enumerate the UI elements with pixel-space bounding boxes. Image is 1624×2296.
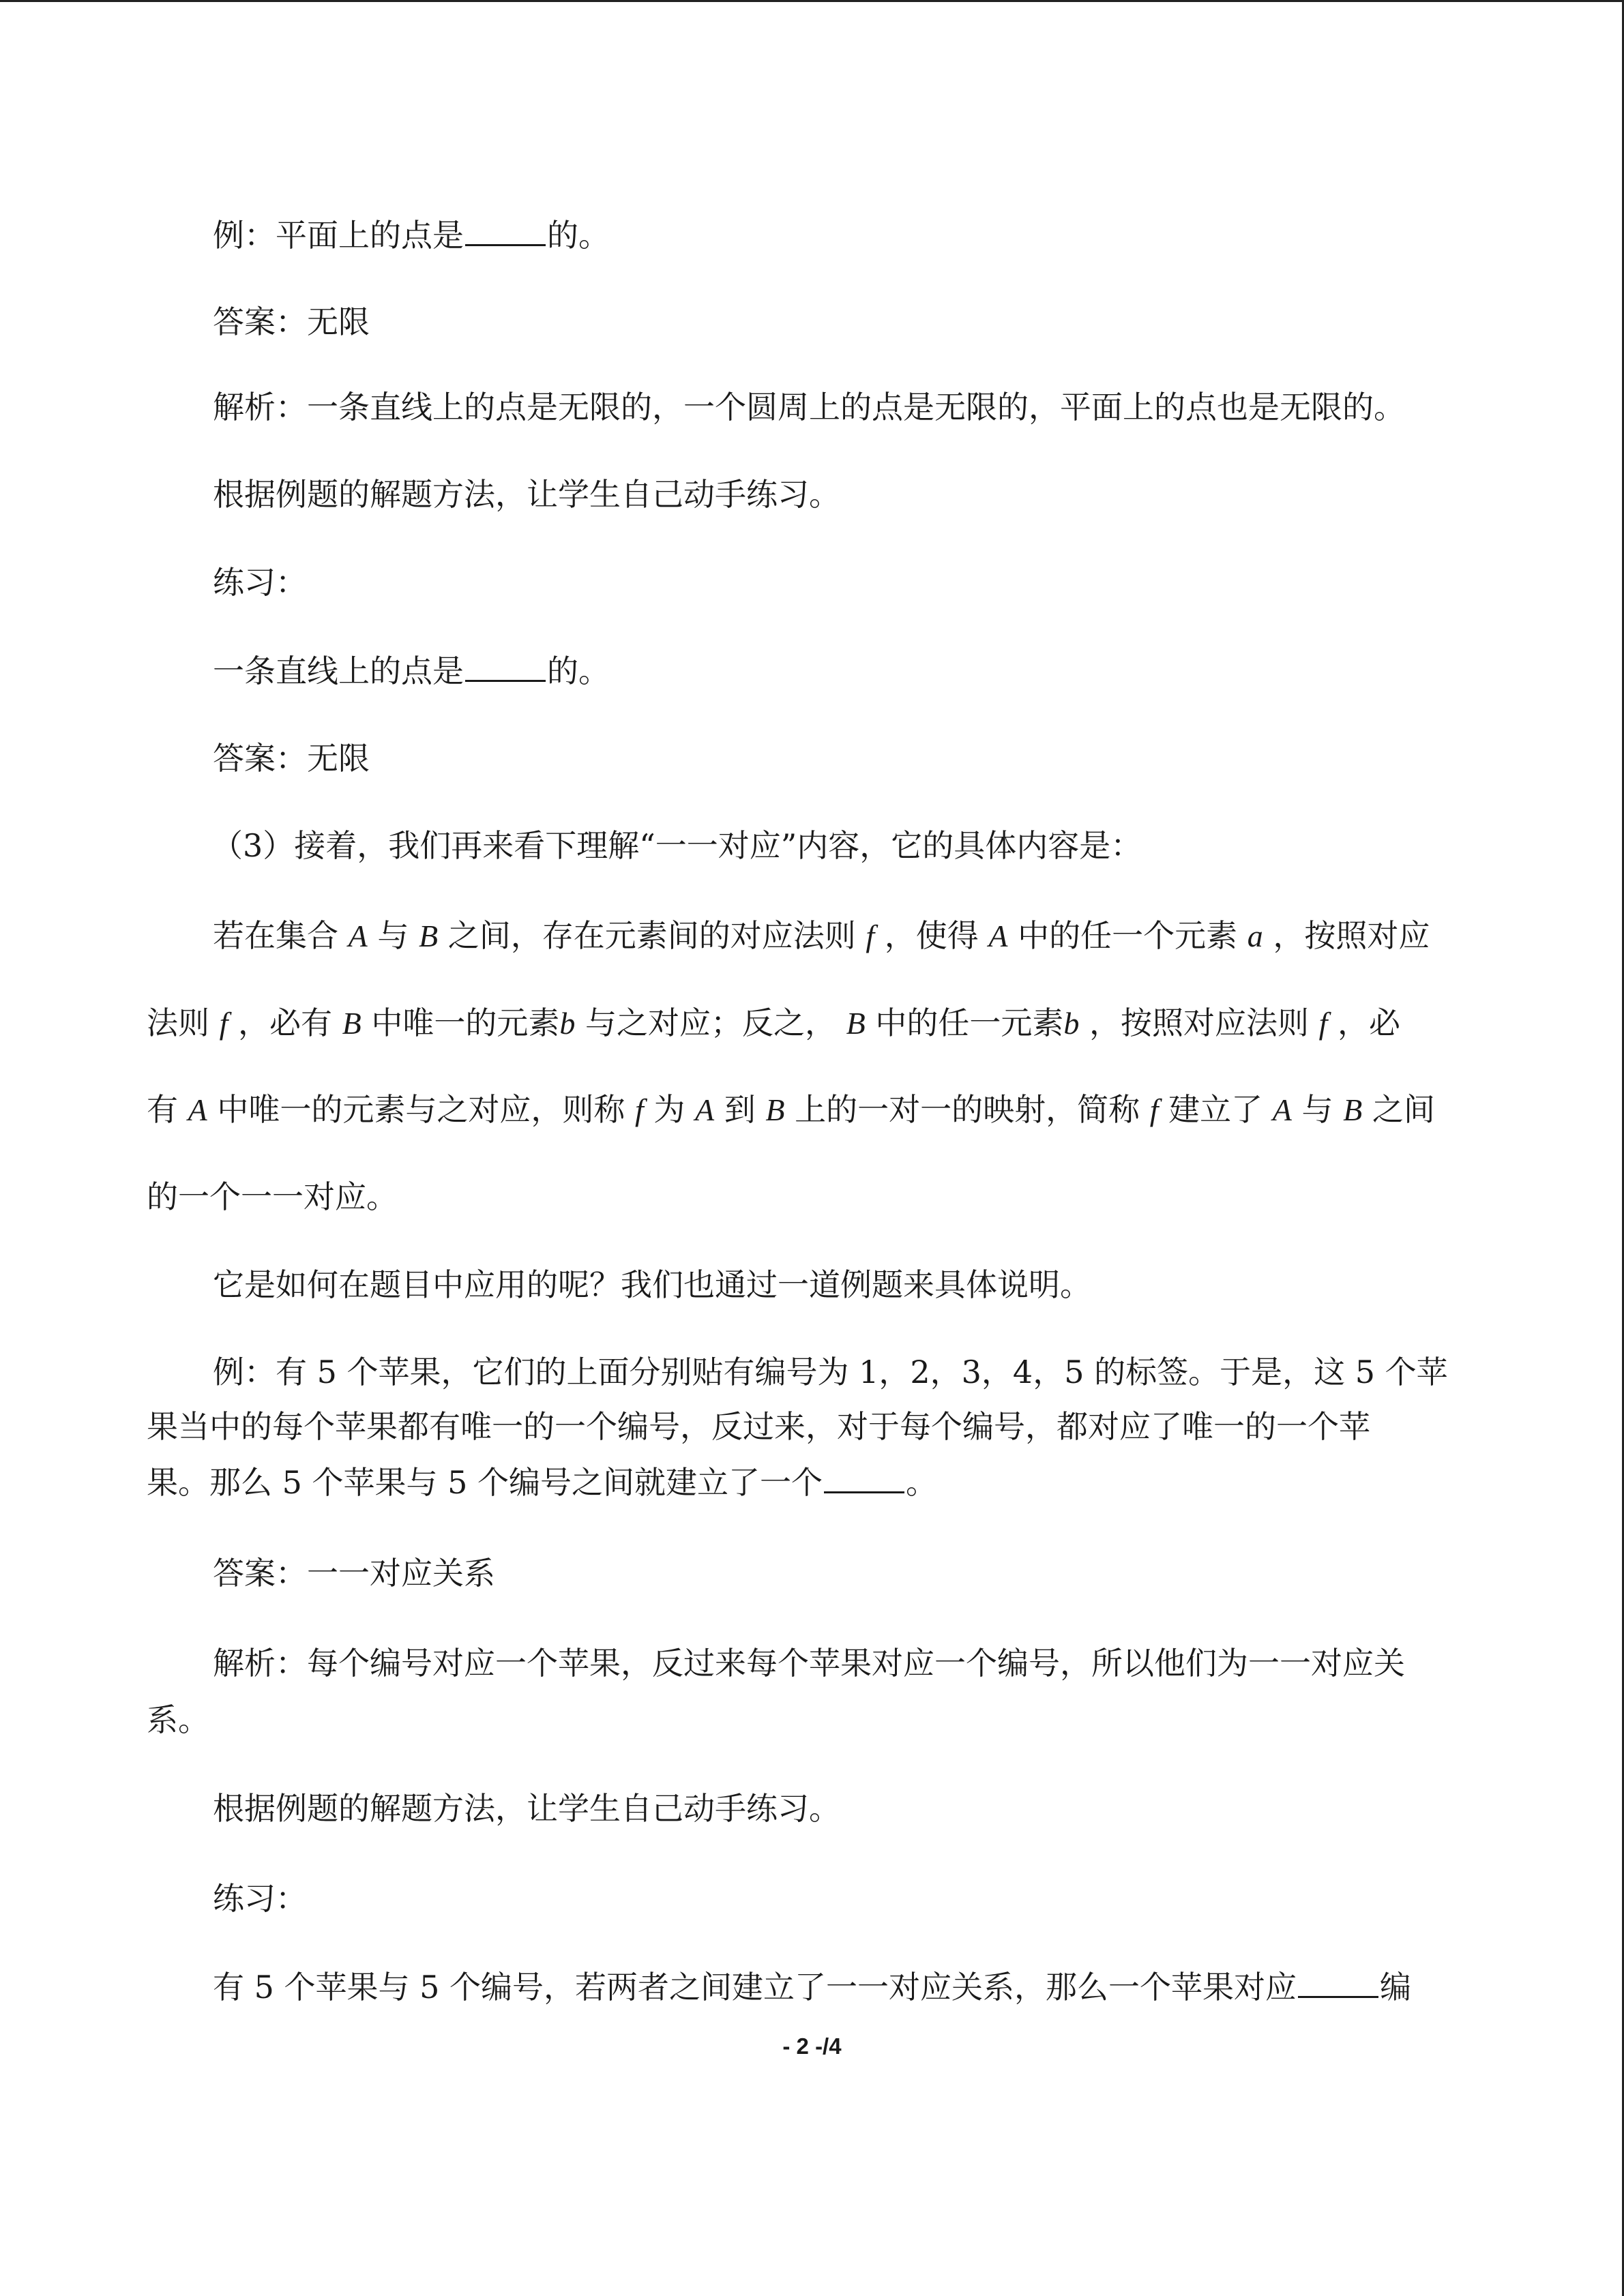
answer-blank (465, 217, 546, 246)
answer-blank (824, 1464, 904, 1493)
instruction-2: 根据例题的解题方法，让学生自己动手练习。 (213, 1790, 840, 1827)
practice-1: 一条直线上的点是 的。 (213, 653, 610, 689)
example-1: 例：平面上的点是 的。 (213, 217, 610, 254)
analysis-2-line-1: 解析：每个编号对应一个苹果，反过来每个苹果对应一个编号，所以他们为一一对应关 (213, 1645, 1405, 1682)
example-2-line-2: 果当中的每个苹果都有唯一的一个编号，反过来，对于每个编号，都对应了唯一的一个苹 (147, 1408, 1370, 1445)
practice-answer-1: 答案：无限 (213, 740, 370, 777)
example-2-line-1: 例：有 5 个苹果，它们的上面分别贴有编号为 1，2，3，4，5 的标签。于是，这 5 个苹 (213, 1354, 1448, 1390)
definition-line-1: 若在集合 A 与 B 之间，存在元素间的对应法则 f ，使得 A 中的任一个元素 a ，按照对应 (213, 917, 1430, 954)
answer-blank (465, 653, 546, 682)
practice-heading-2: 练习： (213, 1880, 307, 1917)
page-number: - 2 -/4 (782, 2033, 842, 2059)
definition-line-2: 法则 f ，必有 B 中唯一的元素b 与之对应；反之， B 中的任一元素b ，按照对应法则 f ，必 (147, 1004, 1401, 1041)
practice-heading-1: 练习： (213, 564, 307, 601)
instruction-1: 根据例题的解题方法，让学生自己动手练习。 (213, 476, 840, 513)
answer-2: 答案：一一对应关系 (213, 1555, 495, 1592)
practice-2: 有 5 个苹果与 5 个编号，若两者之间建立了一一对应关系，那么一个苹果对应 编 (213, 1969, 1412, 2006)
definition-line-3: 有 A 中唯一的元素与之对应，则称 f 为 A 到 B 上的一对一的映射，简称 f 建立了 A 与 B 之间 (147, 1091, 1435, 1128)
answer-1: 答案：无限 (213, 303, 370, 340)
analysis-1: 解析：一条直线上的点是无限的，一个圆周上的点是无限的，平面上的点也是无限的。 (213, 389, 1405, 426)
transition-text: 它是如何在题目中应用的呢？我们也通过一道例题来具体说明。 (213, 1266, 1091, 1303)
analysis-2-line-2: 系。 (147, 1701, 209, 1738)
answer-blank (1298, 1969, 1378, 1998)
top-border (0, 0, 1624, 2)
section-3-intro: （3）接着，我们再来看下理解“一一对应”内容，它的具体内容是： (211, 827, 1142, 864)
definition-line-4: 的一个一一对应。 (147, 1178, 398, 1215)
example-2-line-3: 果。那么 5 个苹果与 5 个编号之间就建立了一个 。 (147, 1464, 938, 1501)
